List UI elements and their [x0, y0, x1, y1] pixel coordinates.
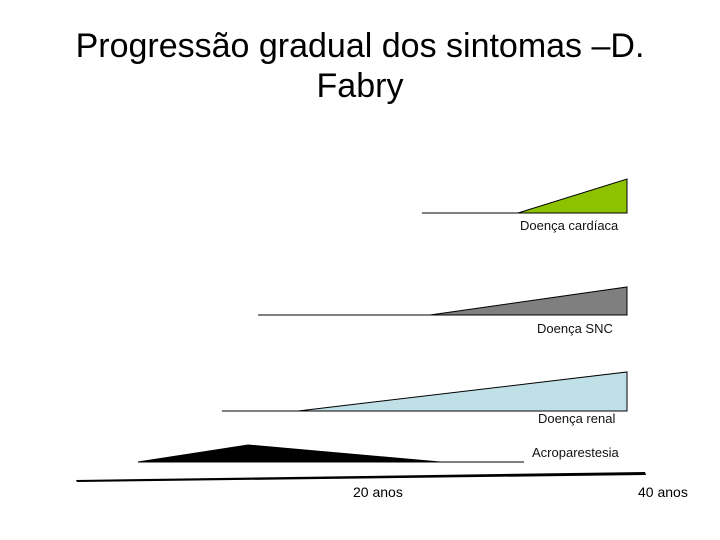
acroparesthesia-shape [138, 445, 440, 462]
renal-wedge [298, 372, 627, 411]
label-cardiac: Doença cardíaca [520, 218, 619, 233]
symptom-acroparesthesia [138, 445, 524, 462]
label-renal: Doença renal [538, 411, 616, 426]
label-cns: Doença SNC [537, 321, 613, 336]
symptom-renal [222, 372, 627, 411]
slide-title-line-2: Fabry [316, 67, 404, 105]
cardiac-wedge [518, 179, 627, 213]
timeline-end-label: 40 anos [638, 484, 688, 500]
label-acroparesthesia: Acroparestesia [532, 445, 619, 460]
cns-wedge [430, 287, 627, 315]
symptom-cardiac [422, 179, 627, 213]
slide-title-line-1: Progressão gradual dos sintomas –D. [75, 27, 645, 65]
timeline-start-label: 20 anos [353, 484, 403, 500]
time-axis [76, 472, 646, 482]
symptom-cns [258, 287, 627, 315]
